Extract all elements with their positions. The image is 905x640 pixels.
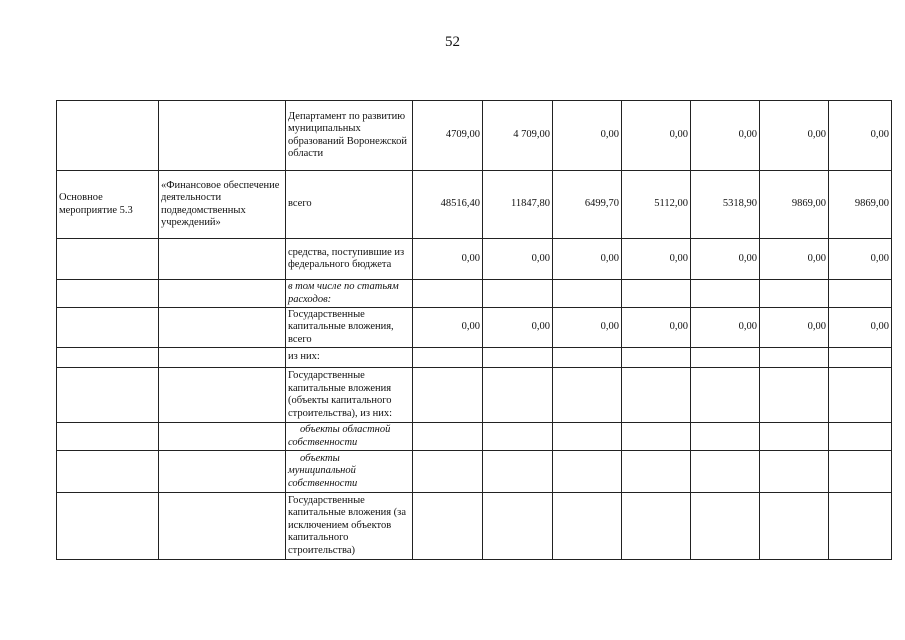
event-name-cell (159, 101, 286, 171)
event-name-cell (159, 308, 286, 348)
value-cell (483, 451, 553, 493)
event-cell (57, 348, 159, 368)
value-cell (553, 423, 622, 451)
table-row (57, 308, 892, 348)
funding-source-cell: Государственные капитальные вложения (объекты капитального строительства), из них: (286, 368, 413, 423)
value-cell (829, 368, 892, 423)
value-cell (483, 348, 553, 368)
event-cell (57, 239, 159, 280)
value-cell (553, 280, 622, 308)
funding-source-cell: Департамент по развитию муниципальных образований Воронежской области (286, 101, 413, 171)
value-cell (553, 493, 622, 560)
value-cell (829, 451, 892, 493)
event-name-cell (159, 423, 286, 451)
table-row (57, 239, 892, 280)
value-cell (553, 368, 622, 423)
page-number: 52 (445, 34, 460, 50)
value-cell (483, 280, 553, 308)
value-cell: 0,00 (483, 308, 553, 348)
value-cell (622, 451, 691, 493)
value-cell: 48516,40 (413, 171, 483, 239)
event-name-cell (159, 493, 286, 560)
value-cell (553, 451, 622, 493)
value-cell (691, 451, 760, 493)
value-cell (691, 493, 760, 560)
value-cell (622, 493, 691, 560)
value-cell (413, 423, 483, 451)
value-cell: 11847,80 (483, 171, 553, 239)
event-name-cell (159, 368, 286, 423)
event-cell (57, 493, 159, 560)
value-cell: 0,00 (553, 308, 622, 348)
value-cell: 0,00 (413, 239, 483, 280)
value-cell: 0,00 (622, 101, 691, 171)
value-cell (760, 451, 829, 493)
value-cell: 0,00 (553, 239, 622, 280)
value-cell: 0,00 (691, 101, 760, 171)
value-cell (829, 493, 892, 560)
event-cell: Основное мероприятие 5.3 (57, 171, 159, 239)
value-cell (829, 348, 892, 368)
funding-source-cell: из них: (286, 348, 413, 368)
funding-source-cell: Государственные капитальные вложения, всего (286, 308, 413, 348)
value-cell: 0,00 (829, 239, 892, 280)
value-cell (413, 348, 483, 368)
value-cell: 9869,00 (829, 171, 892, 239)
value-cell (413, 368, 483, 423)
value-cell: 0,00 (760, 239, 829, 280)
funding-source-cell: всего (286, 171, 413, 239)
funding-source-cell: Государственные капитальные вложения (за исключением объектов капитального строительства) (286, 493, 413, 560)
value-cell (760, 368, 829, 423)
value-cell: 0,00 (413, 308, 483, 348)
value-cell (760, 493, 829, 560)
event-cell (57, 308, 159, 348)
value-cell: 0,00 (760, 308, 829, 348)
event-name-cell (159, 280, 286, 308)
value-cell (483, 493, 553, 560)
value-cell (691, 368, 760, 423)
value-cell (413, 493, 483, 560)
value-cell (691, 280, 760, 308)
event-name-cell: «Финансовое обеспечение деятельности подведомственных учреждений» (159, 171, 286, 239)
funding-source-cell (286, 451, 413, 493)
event-cell (57, 423, 159, 451)
funding-source-cell: средства, поступившие из федерального бюджета (286, 239, 413, 280)
table-row (57, 348, 892, 368)
value-cell (622, 280, 691, 308)
value-cell: 6499,70 (553, 171, 622, 239)
value-cell (413, 280, 483, 308)
value-cell (622, 348, 691, 368)
value-cell (483, 368, 553, 423)
value-cell (413, 451, 483, 493)
budget-table (56, 100, 892, 560)
value-cell: 0,00 (829, 101, 892, 171)
value-cell: 9869,00 (760, 171, 829, 239)
funding-source-text: объекты муниципальной собственности (288, 452, 358, 489)
value-cell (760, 280, 829, 308)
value-cell: 0,00 (691, 308, 760, 348)
value-cell: 5112,00 (622, 171, 691, 239)
value-cell (829, 423, 892, 451)
event-name-cell (159, 348, 286, 368)
value-cell (553, 348, 622, 368)
event-cell (57, 101, 159, 171)
value-cell (483, 423, 553, 451)
value-cell: 0,00 (553, 101, 622, 171)
value-cell: 0,00 (622, 308, 691, 348)
value-cell: 0,00 (829, 308, 892, 348)
funding-source-text: объекты областной собственности (288, 424, 391, 448)
value-cell: 4 709,00 (483, 101, 553, 171)
event-cell (57, 368, 159, 423)
value-cell (691, 348, 760, 368)
value-cell: 0,00 (760, 101, 829, 171)
value-cell: 4709,00 (413, 101, 483, 171)
funding-source-cell: в том числе по статьям расходов: (286, 280, 413, 308)
value-cell (691, 423, 760, 451)
table-row (57, 493, 892, 560)
table-row (57, 280, 892, 308)
event-name-cell (159, 239, 286, 280)
event-cell (57, 280, 159, 308)
value-cell (829, 280, 892, 308)
event-cell (57, 451, 159, 493)
funding-source-cell (286, 423, 413, 451)
value-cell: 0,00 (483, 239, 553, 280)
value-cell: 0,00 (622, 239, 691, 280)
value-cell: 5318,90 (691, 171, 760, 239)
table-row (57, 171, 892, 239)
event-name-cell (159, 451, 286, 493)
value-cell (760, 423, 829, 451)
value-cell (622, 423, 691, 451)
table-row (57, 423, 892, 451)
table-row (57, 101, 892, 171)
table-row (57, 451, 892, 493)
table-row (57, 368, 892, 423)
value-cell (622, 368, 691, 423)
value-cell (760, 348, 829, 368)
value-cell: 0,00 (691, 239, 760, 280)
